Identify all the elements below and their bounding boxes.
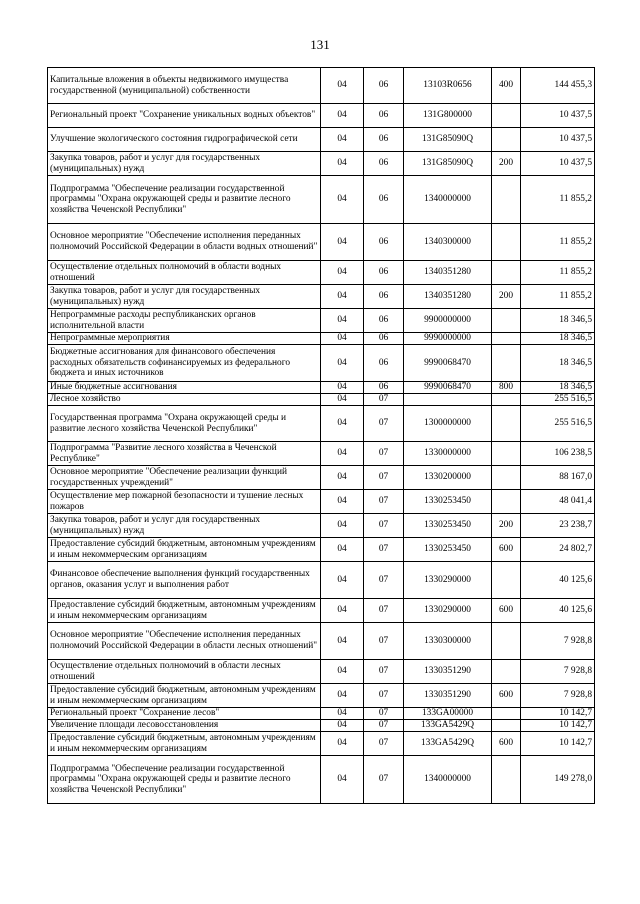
row-target-article-cell: 1300000000	[404, 406, 492, 442]
row-name-cell: Непрограммные расходы республиканских органов исполнительной власти	[48, 309, 321, 333]
row-subsection-cell: 07	[364, 406, 404, 442]
row-target-article-cell: 13103R0656	[404, 68, 492, 104]
table-row	[48, 720, 595, 732]
row-name-cell: Лесное хозяйство	[48, 394, 321, 406]
row-subsection-cell: 07	[364, 490, 404, 514]
row-section-cell: 04	[321, 68, 364, 104]
row-subsection-cell: 07	[364, 684, 404, 708]
row-target-article-cell: 133GA5429Q	[404, 732, 492, 756]
table-row	[48, 756, 595, 804]
row-subsection-cell: 06	[364, 128, 404, 152]
row-expense-type-cell	[492, 708, 521, 720]
row-expense-type-cell	[492, 261, 521, 285]
row-subsection-cell: 06	[364, 104, 404, 128]
table-row	[48, 514, 595, 538]
row-section-cell: 04	[321, 708, 364, 720]
row-expense-type-cell	[492, 466, 521, 490]
row-sum-cell: 10 142,7	[521, 732, 595, 756]
row-section-cell: 04	[321, 224, 364, 261]
row-sum-cell: 10 437,5	[521, 104, 595, 128]
row-name-cell: Государственная программа "Охрана окружающей среды и развитие лесного хозяйства Чеченской Республики"	[48, 406, 321, 442]
row-section-cell: 04	[321, 490, 364, 514]
row-name-cell: Закупка товаров, работ и услуг для государственных (муниципальных) нужд	[48, 514, 321, 538]
row-target-article-cell: 1340300000	[404, 224, 492, 261]
row-name-cell: Закупка товаров, работ и услуг для государственных (муниципальных) нужд	[48, 152, 321, 176]
row-target-article-cell: 1340351280	[404, 261, 492, 285]
table-row	[48, 345, 595, 382]
row-name-cell: Региональный проект "Сохранение лесов"	[48, 708, 321, 720]
row-target-article-cell: 1340351280	[404, 285, 492, 309]
table-row	[48, 104, 595, 128]
row-name-cell: Предоставление субсидий бюджетным, автономным учреждениям и иным некоммерческим организациям	[48, 538, 321, 562]
table-row	[48, 68, 595, 104]
row-subsection-cell: 06	[364, 68, 404, 104]
row-target-article-cell: 1330290000	[404, 562, 492, 599]
table-row	[48, 152, 595, 176]
row-expense-type-cell: 400	[492, 68, 521, 104]
row-sum-cell: 10 437,5	[521, 128, 595, 152]
table-row	[48, 224, 595, 261]
row-target-article-cell: 133GA00000	[404, 708, 492, 720]
row-section-cell: 04	[321, 285, 364, 309]
row-section-cell: 04	[321, 261, 364, 285]
row-sum-cell: 10 437,5	[521, 152, 595, 176]
row-target-article-cell: 9990068470	[404, 382, 492, 394]
row-name-cell: Подпрограмма "Развитие лесного хозяйства в Чеченской Республике"	[48, 442, 321, 466]
row-sum-cell: 106 238,5	[521, 442, 595, 466]
row-name-cell: Предоставление субсидий бюджетным, автономным учреждениям и иным некоммерческим организациям	[48, 732, 321, 756]
table-row	[48, 442, 595, 466]
table-row	[48, 562, 595, 599]
row-target-article-cell: 1330290000	[404, 599, 492, 623]
table-row	[48, 599, 595, 623]
row-expense-type-cell	[492, 309, 521, 333]
row-target-article-cell: 1330253450	[404, 538, 492, 562]
row-name-cell: Основное мероприятие "Обеспечение реализации функций государственных учреждений"	[48, 466, 321, 490]
row-subsection-cell: 07	[364, 394, 404, 406]
row-sum-cell: 7 928,8	[521, 623, 595, 660]
row-section-cell: 04	[321, 562, 364, 599]
row-name-cell: Предоставление субсидий бюджетным, автономным учреждениям и иным некоммерческим организациям	[48, 684, 321, 708]
row-name-cell: Региональный проект "Сохранение уникальных водных объектов"	[48, 104, 321, 128]
row-sum-cell: 7 928,8	[521, 684, 595, 708]
row-subsection-cell: 06	[364, 285, 404, 309]
row-name-cell: Осуществление отдельных полномочий в области водных отношений	[48, 261, 321, 285]
row-sum-cell: 7 928,8	[521, 660, 595, 684]
row-expense-type-cell: 800	[492, 382, 521, 394]
row-subsection-cell: 07	[364, 708, 404, 720]
row-subsection-cell: 06	[364, 333, 404, 345]
row-name-cell: Бюджетные ассигнования для финансового обеспечения расходных обязательств софинансируемых из федерального бюджета и иных источников	[48, 345, 321, 382]
row-subsection-cell: 07	[364, 538, 404, 562]
row-section-cell: 04	[321, 345, 364, 382]
row-expense-type-cell	[492, 562, 521, 599]
row-name-cell: Закупка товаров, работ и услуг для государственных (муниципальных) нужд	[48, 285, 321, 309]
row-sum-cell: 144 455,3	[521, 68, 595, 104]
row-expense-type-cell	[492, 394, 521, 406]
row-expense-type-cell	[492, 104, 521, 128]
row-subsection-cell: 07	[364, 660, 404, 684]
row-target-article-cell: 9900000000	[404, 309, 492, 333]
row-section-cell: 04	[321, 756, 364, 804]
row-subsection-cell: 07	[364, 442, 404, 466]
row-target-article-cell: 131G85090Q	[404, 152, 492, 176]
table-row	[48, 732, 595, 756]
row-subsection-cell: 06	[364, 345, 404, 382]
row-subsection-cell: 07	[364, 599, 404, 623]
row-sum-cell: 48 041,4	[521, 490, 595, 514]
table-row	[48, 309, 595, 333]
row-expense-type-cell	[492, 345, 521, 382]
row-subsection-cell: 07	[364, 562, 404, 599]
row-sum-cell: 149 278,0	[521, 756, 595, 804]
row-section-cell: 04	[321, 623, 364, 660]
row-expense-type-cell: 200	[492, 514, 521, 538]
row-subsection-cell: 06	[364, 261, 404, 285]
row-target-article-cell: 1330300000	[404, 623, 492, 660]
row-section-cell: 04	[321, 104, 364, 128]
table-row	[48, 128, 595, 152]
row-name-cell: Финансовое обеспечение выполнения функций государственных органов, оказания услуг и выполнения работ	[48, 562, 321, 599]
row-subsection-cell: 06	[364, 309, 404, 333]
row-expense-type-cell: 200	[492, 285, 521, 309]
row-sum-cell: 18 346,5	[521, 309, 595, 333]
row-section-cell: 04	[321, 684, 364, 708]
row-sum-cell: 11 855,2	[521, 285, 595, 309]
table-row	[48, 406, 595, 442]
row-expense-type-cell	[492, 224, 521, 261]
row-expense-type-cell	[492, 176, 521, 224]
row-target-article-cell: 9990000000	[404, 333, 492, 345]
table-row	[48, 538, 595, 562]
row-expense-type-cell: 200	[492, 152, 521, 176]
row-expense-type-cell	[492, 490, 521, 514]
row-target-article-cell: 1340000000	[404, 176, 492, 224]
row-target-article-cell: 1330253450	[404, 490, 492, 514]
row-section-cell: 04	[321, 720, 364, 732]
table-row	[48, 490, 595, 514]
row-subsection-cell: 06	[364, 382, 404, 394]
row-expense-type-cell: 600	[492, 538, 521, 562]
table-row	[48, 176, 595, 224]
row-subsection-cell: 07	[364, 514, 404, 538]
row-target-article-cell: 131G85090Q	[404, 128, 492, 152]
table-row	[48, 660, 595, 684]
row-expense-type-cell	[492, 128, 521, 152]
row-name-cell: Подпрограмма "Обеспечение реализации государственной программы "Охрана окружающей среды и развитие лесного хозяйства Чеченской Республики"	[48, 176, 321, 224]
row-name-cell: Основное мероприятие "Обеспечение исполнения переданных полномочий Российской Федерации в области лесных отношений"	[48, 623, 321, 660]
row-expense-type-cell	[492, 720, 521, 732]
row-subsection-cell: 07	[364, 756, 404, 804]
row-sum-cell: 88 167,0	[521, 466, 595, 490]
row-section-cell: 04	[321, 152, 364, 176]
row-target-article-cell: 1330200000	[404, 466, 492, 490]
row-name-cell: Предоставление субсидий бюджетным, автономным учреждениям и иным некоммерческим организациям	[48, 599, 321, 623]
table-row	[48, 466, 595, 490]
table-row	[48, 623, 595, 660]
row-section-cell: 04	[321, 442, 364, 466]
row-sum-cell: 23 238,7	[521, 514, 595, 538]
row-target-article-cell: 1330351290	[404, 660, 492, 684]
row-section-cell: 04	[321, 514, 364, 538]
row-expense-type-cell	[492, 333, 521, 345]
page-number: 131	[310, 37, 330, 52]
row-section-cell: 04	[321, 466, 364, 490]
row-section-cell: 04	[321, 660, 364, 684]
row-expense-type-cell	[492, 406, 521, 442]
row-name-cell: Увеличение площади лесовосстановления	[48, 720, 321, 732]
row-sum-cell: 11 855,2	[521, 176, 595, 224]
table-row	[48, 261, 595, 285]
row-name-cell: Осуществление отдельных полномочий в области лесных отношений	[48, 660, 321, 684]
row-expense-type-cell: 600	[492, 684, 521, 708]
row-sum-cell: 18 346,5	[521, 382, 595, 394]
row-subsection-cell: 07	[364, 466, 404, 490]
table-row	[48, 333, 595, 345]
row-expense-type-cell	[492, 660, 521, 684]
row-sum-cell: 11 855,2	[521, 261, 595, 285]
row-name-cell: Иные бюджетные ассигнования	[48, 382, 321, 394]
row-sum-cell: 40 125,6	[521, 562, 595, 599]
table-row	[48, 382, 595, 394]
row-expense-type-cell	[492, 442, 521, 466]
row-subsection-cell: 06	[364, 152, 404, 176]
row-section-cell: 04	[321, 309, 364, 333]
row-sum-cell: 18 346,5	[521, 345, 595, 382]
row-subsection-cell: 07	[364, 623, 404, 660]
row-name-cell: Капитальные вложения в объекты недвижимого имущества государственной (муниципальной) собственности	[48, 68, 321, 104]
row-target-article-cell: 9990068470	[404, 345, 492, 382]
row-section-cell: 04	[321, 333, 364, 345]
table-row	[48, 394, 595, 406]
row-target-article-cell: 1330253450	[404, 514, 492, 538]
row-name-cell: Подпрограмма "Обеспечение реализации государственной программы "Охрана окружающей среды и развитие лесного хозяйства Чеченской Республики"	[48, 756, 321, 804]
row-expense-type-cell: 600	[492, 599, 521, 623]
row-sum-cell: 18 346,5	[521, 333, 595, 345]
table-row	[48, 684, 595, 708]
row-name-cell: Непрограммные мероприятия	[48, 333, 321, 345]
row-name-cell: Осуществление мер пожарной безопасности и тушение лесных пожаров	[48, 490, 321, 514]
row-target-article-cell: 1330351290	[404, 684, 492, 708]
row-sum-cell: 40 125,6	[521, 599, 595, 623]
row-name-cell: Улучшение экологического состояния гидрографической сети	[48, 128, 321, 152]
row-name-cell: Основное мероприятие "Обеспечение исполнения переданных полномочий Российской Федерации в области водных отношений"	[48, 224, 321, 261]
row-section-cell: 04	[321, 128, 364, 152]
row-section-cell: 04	[321, 176, 364, 224]
row-section-cell: 04	[321, 394, 364, 406]
row-sum-cell: 255 516,5	[521, 406, 595, 442]
row-sum-cell: 10 142,7	[521, 708, 595, 720]
row-sum-cell: 11 855,2	[521, 224, 595, 261]
budget-table	[47, 67, 595, 804]
row-section-cell: 04	[321, 538, 364, 562]
row-subsection-cell: 06	[364, 176, 404, 224]
row-section-cell: 04	[321, 599, 364, 623]
row-section-cell: 04	[321, 382, 364, 394]
row-target-article-cell: 1330000000	[404, 442, 492, 466]
row-sum-cell: 255 516,5	[521, 394, 595, 406]
row-expense-type-cell: 600	[492, 732, 521, 756]
row-target-article-cell: 1340000000	[404, 756, 492, 804]
row-target-article-cell	[404, 394, 492, 406]
row-target-article-cell: 131G800000	[404, 104, 492, 128]
table-row	[48, 708, 595, 720]
row-target-article-cell: 133GA5429Q	[404, 720, 492, 732]
row-expense-type-cell	[492, 756, 521, 804]
row-section-cell: 04	[321, 406, 364, 442]
row-section-cell: 04	[321, 732, 364, 756]
table-row	[48, 285, 595, 309]
row-sum-cell: 10 142,7	[521, 720, 595, 732]
row-sum-cell: 24 802,7	[521, 538, 595, 562]
row-expense-type-cell	[492, 623, 521, 660]
row-subsection-cell: 07	[364, 732, 404, 756]
row-subsection-cell: 06	[364, 224, 404, 261]
row-subsection-cell: 07	[364, 720, 404, 732]
